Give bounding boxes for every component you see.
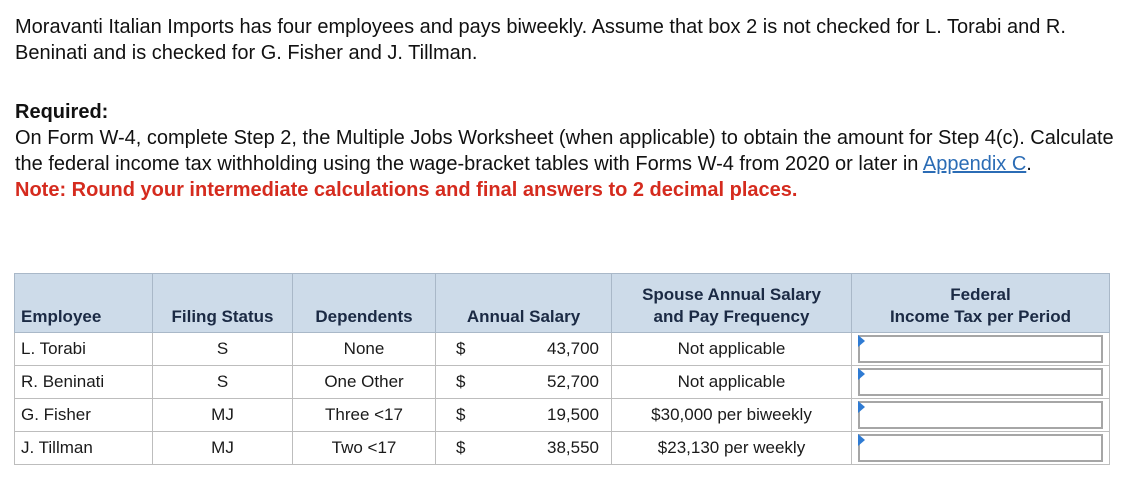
header-federal-tax (852, 274, 1110, 333)
cell-employee: G. Fisher (15, 399, 153, 432)
currency-symbol: $ (456, 405, 466, 424)
federal-tax-input-wrapper (858, 368, 1103, 396)
federal-tax-input-tillman[interactable] (860, 436, 1101, 460)
cell-filing-status: MJ (153, 399, 293, 432)
header-filing-status: Filing Status (153, 274, 293, 333)
header-spouse-salary (612, 274, 852, 333)
cell-spouse-salary: Not applicable (612, 366, 852, 399)
salary-amount: 43,700 (547, 339, 599, 358)
federal-tax-input-torabi[interactable] (860, 337, 1101, 361)
cell-employee: J. Tillman (15, 432, 153, 465)
cell-spouse-salary: $23,130 per weekly (612, 432, 852, 465)
cell-annual-salary (436, 432, 612, 465)
cell-dependents: Two <17 (293, 432, 436, 465)
cell-federal-tax (852, 333, 1110, 366)
federal-tax-input-wrapper (858, 401, 1103, 429)
cell-dependents: One Other (293, 366, 436, 399)
header-tax-line2: Income Tax per Period (889, 307, 1072, 326)
federal-tax-input-beninati[interactable] (860, 370, 1101, 394)
cell-filing-status: S (153, 366, 293, 399)
rounding-note: Note: Round your intermediate calculations and final answers to 2 decimal places. (15, 179, 798, 201)
input-flag-icon (858, 434, 865, 446)
input-flag-icon (858, 368, 865, 380)
cell-federal-tax (852, 366, 1110, 399)
appendix-c-link[interactable]: Appendix C (922, 153, 1027, 175)
cell-annual-salary (436, 399, 612, 432)
currency-symbol: $ (456, 339, 466, 358)
required-text-part2: . (1026, 153, 1032, 175)
table-row (15, 366, 1110, 399)
federal-tax-input-wrapper (858, 335, 1103, 363)
header-spouse-line1: Spouse Annual Salary (642, 285, 821, 304)
salary-amount: 19,500 (547, 405, 599, 424)
table-row (15, 333, 1110, 366)
table-row (15, 432, 1110, 465)
required-heading: Required: (15, 101, 109, 123)
cell-employee: L. Torabi (15, 333, 153, 366)
required-text (15, 127, 1114, 175)
header-dependents: Dependents (293, 274, 436, 333)
header-annual-salary: Annual Salary (436, 274, 612, 333)
federal-tax-input-wrapper (858, 434, 1103, 462)
salary-amount: 52,700 (547, 372, 599, 391)
cell-dependents: None (293, 333, 436, 366)
input-flag-icon (858, 335, 865, 347)
cell-dependents: Three <17 (293, 399, 436, 432)
required-section (15, 99, 1120, 203)
cell-spouse-salary: Not applicable (612, 333, 852, 366)
cell-spouse-salary: $30,000 per biweekly (612, 399, 852, 432)
cell-federal-tax (852, 432, 1110, 465)
currency-symbol: $ (456, 372, 466, 391)
table-header-row (15, 274, 1110, 333)
required-text-part1: On Form W-4, complete Step 2, the Multiple Jobs Worksheet (when applicable) to obtain the amount for Step 4(c). Calculate the federal income tax withholding using the wage-bracket tables with Forms W-4 from 2020 or later in (15, 127, 1114, 175)
table-row (15, 399, 1110, 432)
cell-filing-status: MJ (153, 432, 293, 465)
cell-federal-tax (852, 399, 1110, 432)
cell-employee: R. Beninati (15, 366, 153, 399)
federal-tax-input-fisher[interactable] (860, 403, 1101, 427)
cell-annual-salary (436, 366, 612, 399)
header-employee: Employee (15, 274, 153, 333)
header-spouse-line2: and Pay Frequency (653, 307, 810, 326)
problem-intro: Moravanti Italian Imports has four employees and pays biweekly. Assume that box 2 is not checked for L. Torabi and R. Beninati and is checked for G. Fisher and J. Tillman. (15, 16, 1066, 64)
payroll-table (14, 273, 1110, 465)
cell-filing-status: S (153, 333, 293, 366)
salary-amount: 38,550 (547, 438, 599, 457)
currency-symbol: $ (456, 438, 466, 457)
input-flag-icon (858, 401, 865, 413)
cell-annual-salary (436, 333, 612, 366)
header-tax-line1: Federal (950, 285, 1011, 304)
